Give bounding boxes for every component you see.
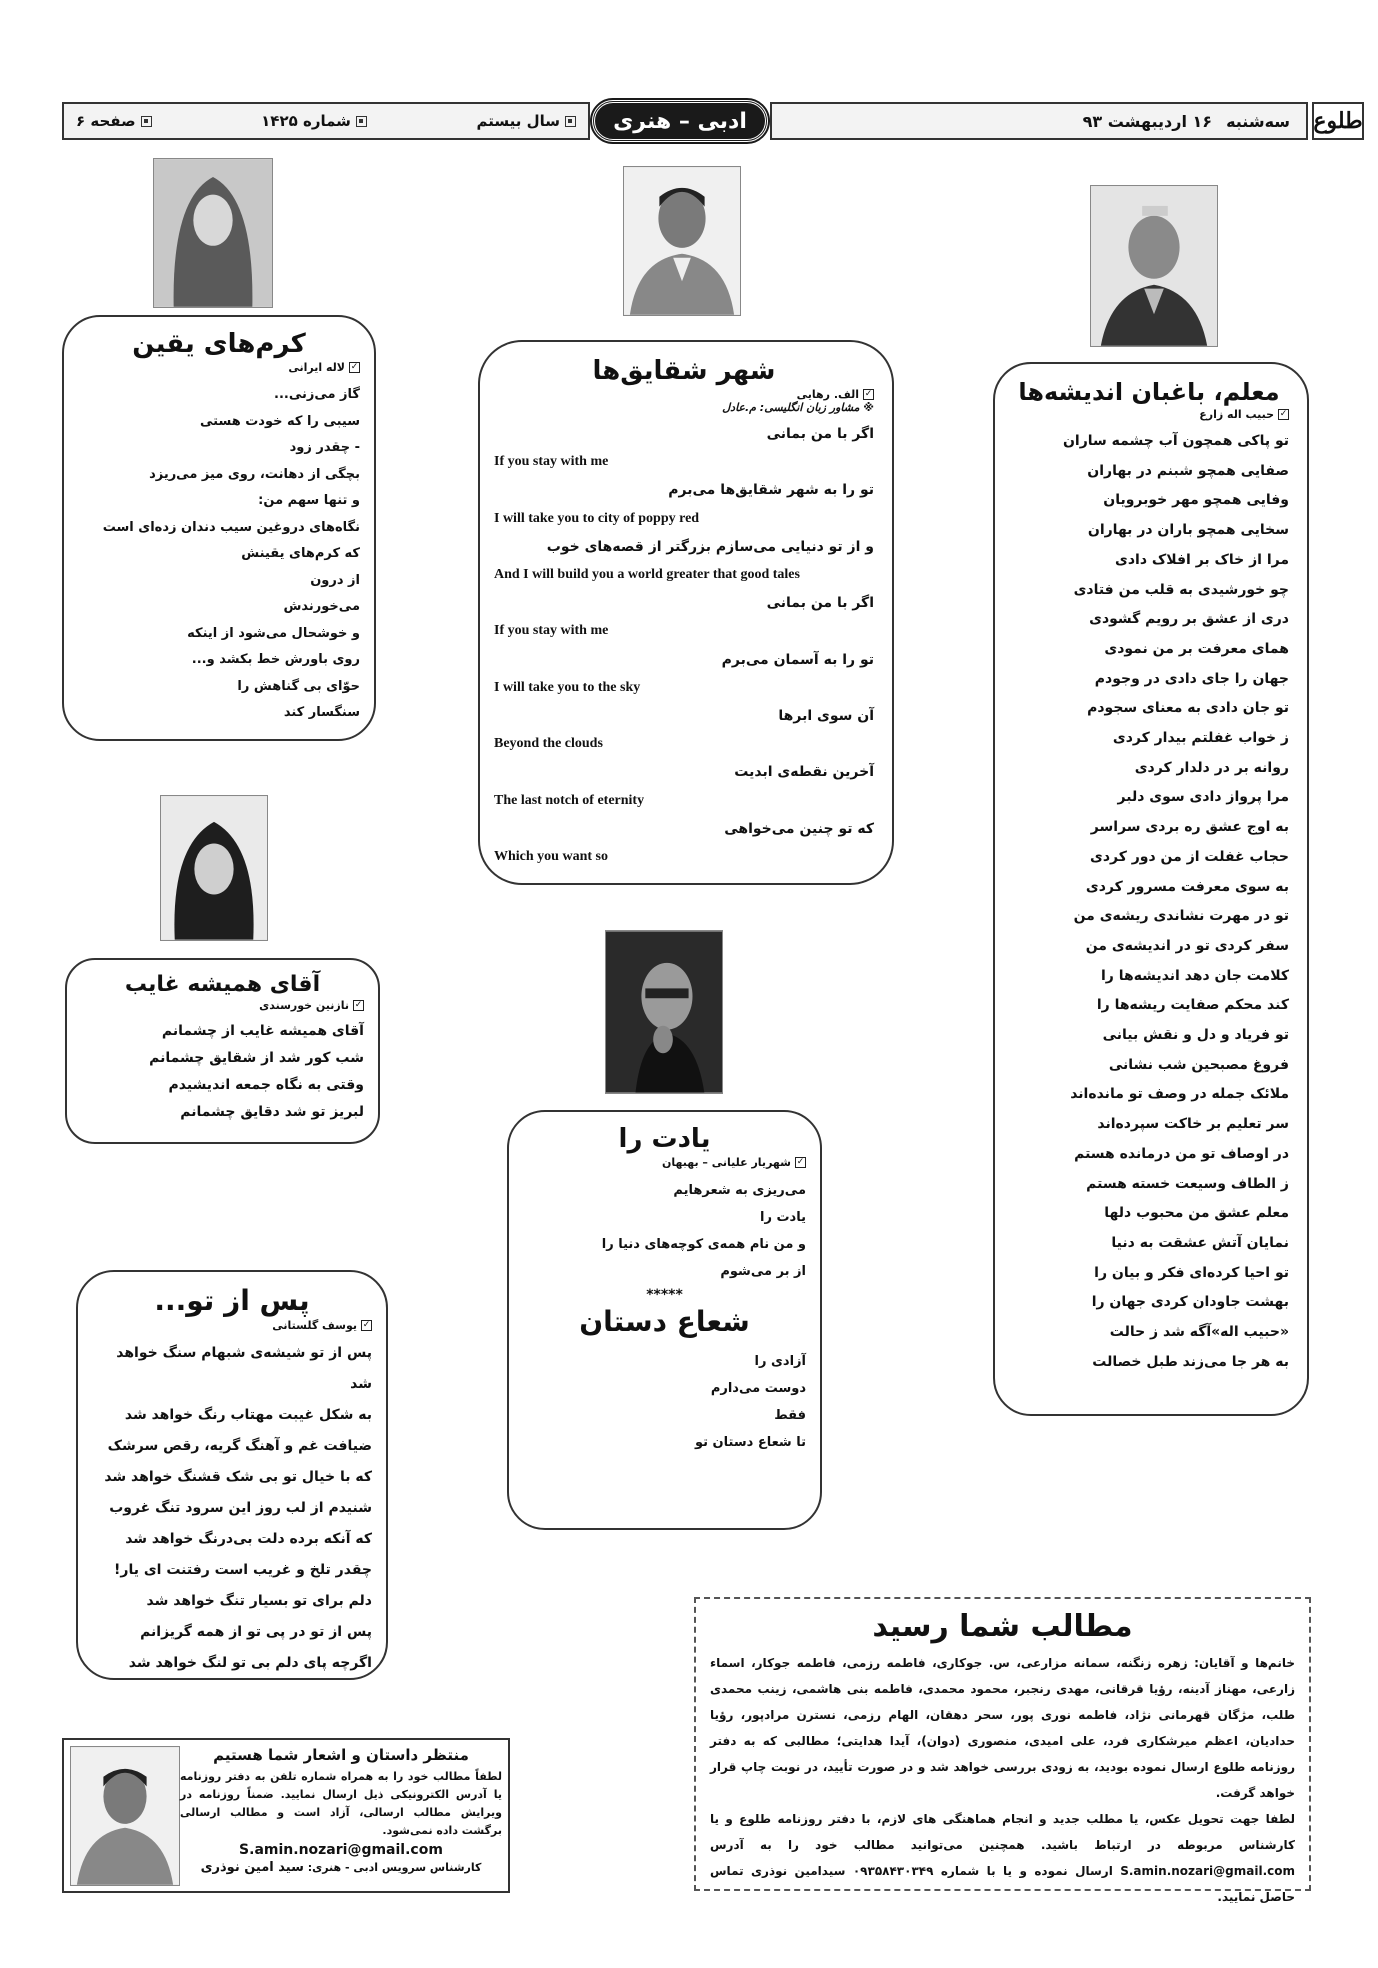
poem-line: Which you want so bbox=[494, 849, 608, 865]
poem-line: حوّای بی گناهش را bbox=[237, 678, 360, 694]
poem-line: چو خورشیدی به قلب من فتادی bbox=[1073, 581, 1289, 598]
poem-lines bbox=[1009, 427, 1289, 1378]
section-tag: ادبی – هنری bbox=[592, 100, 768, 142]
poem-line: I will take you to the sky bbox=[494, 679, 641, 695]
notice-body-2: لطفا جهت تحویل عکس، یا مطلب جدید و انجام هماهنگی های لازم، با دفتر روزنامه طلوع و یا کارشناس مربوطه در ارتباط باشید. همچنین می‌توانید مطالب خود را به آدرس S.amin.nozari@gmail.com ارسال نموده و یا با شماره ۰۹۳۵۸۴۳۰۳۴۹ سیدامین نوذری تماس حاصل نمایید. bbox=[710, 1812, 1295, 1904]
poem-title: آقای همیشه غایب bbox=[124, 972, 321, 997]
poem-lines bbox=[78, 382, 360, 727]
poem-line: پس از تو شیشه‌ی شبهام سنگ خواهد شد bbox=[116, 1345, 372, 1392]
poem-line: پس از تو در پی تو از همه گریزانم bbox=[140, 1624, 372, 1640]
poem-line: که تو چنین می‌خواهی bbox=[724, 820, 874, 837]
poem-line: آقای همیشه غایب از چشمانم bbox=[161, 1023, 364, 1039]
poem-line: به شکل غیبت مهتاب رنگ خواهد شد bbox=[124, 1407, 372, 1423]
notice-box bbox=[694, 1597, 1311, 1904]
poem-line: - چقدر زود bbox=[289, 440, 360, 455]
poem-line: ضیافت غم و آهنگ گریه، رقص سرشک bbox=[107, 1438, 372, 1454]
poem-line: آن سوی ابرها bbox=[778, 708, 874, 725]
editor-box bbox=[62, 1738, 510, 1893]
poem-box-aghaye-hamishe-ghayeb bbox=[65, 958, 380, 1144]
poem-line: دری از عشق بر رویم گشودی bbox=[1089, 611, 1289, 628]
poem-title-2: شعاع دستان bbox=[579, 1305, 750, 1338]
poem-line: دوست می‌دارم bbox=[710, 1381, 806, 1396]
poem-line: سیبی را که خودت هستی bbox=[200, 413, 360, 429]
poem-author: ✓ لاله ایرانی bbox=[288, 361, 359, 374]
poem-line: آخرین نقطه‌ی ابدیت bbox=[734, 764, 874, 781]
poem-line: «حبیب اله»آگه شد ز حالت bbox=[1109, 1324, 1289, 1341]
poem-line: تو احیا کرده‌ای فکر و بیان را bbox=[1094, 1264, 1289, 1281]
square-bullet-icon bbox=[565, 116, 576, 127]
poem-line: می‌ریزی به شعرهایم bbox=[673, 1183, 806, 1198]
poem-translator: ※ مشاور زبان انگلیسی: م.عادل bbox=[722, 401, 874, 414]
poem-line: کلامت جان دهد اندیشه‌ها را bbox=[1101, 967, 1289, 984]
poem-line: جهان را جای دادی در وجودم bbox=[1094, 670, 1289, 687]
year-label: سال بیستم bbox=[476, 112, 560, 130]
checkbox-icon: ✓ bbox=[1279, 409, 1288, 419]
poem-line: سر تعلیم بر خاکت سپرده‌اند bbox=[1097, 1116, 1289, 1133]
poem-box-kermhaye-yaghin bbox=[62, 315, 376, 741]
poem-title: شهر شقایق‌ها bbox=[592, 356, 776, 386]
poem-author: ✓ الف. رهایی bbox=[796, 388, 873, 401]
poem-lines-2 bbox=[523, 1348, 806, 1456]
portrait-man-icon bbox=[1091, 186, 1217, 346]
poem-box-moallem bbox=[993, 362, 1309, 1416]
portrait-man-icon bbox=[71, 1747, 179, 1885]
editor-text bbox=[180, 1746, 502, 1875]
poem-line: تو جان دادی به معنای سجودم bbox=[1087, 700, 1289, 717]
poem-line: اگر با من بمانی bbox=[766, 426, 874, 442]
poem-line: شنیدم از لب روز این سرود تنگ غروب bbox=[109, 1500, 372, 1516]
poem-line: If you stay with me bbox=[494, 623, 609, 639]
author-photo-habibollah bbox=[1090, 185, 1218, 347]
editor-body: لطفاً مطالب خود را به همراه شماره تلفن به دفتر روزنامه یا آدرس الکترونیکی ذیل ارسال نمایید. ضمناً روزنامه در ویرایش مطالب ارسالی، آزاد است و مطالب ارسالی برگشت داده نمی‌شود. bbox=[180, 1770, 502, 1837]
poem-line: چقدر تلخ و غریب است رفتنت ای یار! bbox=[114, 1562, 372, 1578]
poem-line: معلم عشق من محبوب دلها bbox=[1104, 1205, 1289, 1222]
poem-box-pas-az-to bbox=[76, 1270, 388, 1680]
notice-title: مطالب شما رسید bbox=[872, 1609, 1133, 1644]
poem-line: لبریز تو شد دقایق چشمانم bbox=[180, 1104, 364, 1120]
poem-line: تو را به شهر شقایق‌ها می‌برم bbox=[668, 482, 874, 499]
editor-title: منتظر داستان و اشعار شما هستیم bbox=[213, 1746, 469, 1764]
poem-line: به اوج عشق ره بردی سراسر bbox=[1090, 819, 1289, 836]
editor-photo bbox=[70, 1746, 180, 1886]
poem-line: که کرم‌های یقینش bbox=[241, 546, 360, 561]
poem-line: در اوصاف تو من درمانده هستم bbox=[1074, 1145, 1289, 1162]
poem-line: گاز می‌زنی... bbox=[274, 387, 360, 402]
poem-separator: ***** bbox=[646, 1287, 683, 1303]
poem-lines bbox=[92, 1338, 372, 1679]
poem-line: می‌خورندش bbox=[283, 599, 360, 614]
poem-line: نگاه‌های دروغین سیب دندان زده‌ای است bbox=[102, 519, 360, 535]
poem-line: روانه بر در دلدار کردی bbox=[1134, 759, 1289, 776]
poem-line: اگر با من بمانی bbox=[766, 595, 874, 612]
poem-line: ز خواب غفلتم بیدار کردی bbox=[1112, 730, 1289, 747]
poem-line: تو فریاد و دل و نقش بیانی bbox=[1102, 1027, 1289, 1044]
poem-line: آزادی را bbox=[754, 1354, 806, 1369]
poem-box-yadat-ra bbox=[507, 1110, 822, 1530]
header-issue bbox=[261, 112, 367, 130]
poem-box-shahre-shaghayeghha bbox=[478, 340, 894, 885]
poem-line: سنگسار کند bbox=[283, 705, 360, 720]
portrait-woman-icon bbox=[161, 796, 267, 940]
poem-line: روی باورش خط بکشد و... bbox=[191, 652, 360, 667]
author-photo-rahayi bbox=[623, 166, 741, 316]
portrait-man-icon bbox=[624, 167, 740, 315]
square-bullet-icon bbox=[141, 116, 152, 127]
checkbox-icon: ✓ bbox=[354, 1000, 363, 1010]
poem-line: فقط bbox=[774, 1408, 806, 1423]
square-bullet-icon bbox=[356, 116, 367, 127]
checkbox-icon: ✓ bbox=[796, 1157, 805, 1167]
poem-lines bbox=[81, 1018, 364, 1126]
poem-line: صفایی همچو شبنم در بهاران bbox=[1087, 462, 1289, 479]
date-label: ۱۶ اردیبهشت ۹۳ bbox=[1082, 111, 1213, 131]
poem-line: بهشت جاودان کردی جهان را bbox=[1091, 1294, 1289, 1311]
poem-line: کند محکم صفایت ریشه‌ها را bbox=[1096, 997, 1289, 1014]
poem-line: تو در مهرت نشاندی ریشه‌ی من bbox=[1073, 908, 1289, 925]
poem-line: ملائک جمله در وصف تو مانده‌اند bbox=[1070, 1086, 1289, 1103]
poem-line: و تنها سهم من: bbox=[258, 493, 360, 508]
poem-author: ✓ نازنین خورسندی bbox=[259, 999, 363, 1012]
author-photo-nazanin bbox=[160, 795, 268, 941]
poem-lines bbox=[523, 1177, 806, 1285]
poem-line: I will take you to city of poppy red bbox=[494, 510, 700, 526]
newspaper-logo: طلوع bbox=[1312, 102, 1364, 140]
poem-line: اگرچه پای دلم بی تو لنگ خواهد شد bbox=[128, 1655, 372, 1671]
author-photo-laleh bbox=[153, 158, 273, 308]
poem-title: کرم‌های یقین bbox=[132, 329, 306, 359]
poem-line: وقتی به نگاه جمعه اندیشیدم bbox=[168, 1077, 364, 1093]
page-label: صفحه ۶ bbox=[76, 112, 136, 130]
poem-line: If you stay with me bbox=[494, 454, 609, 470]
poem-author: ✓ شهریار علیانی – بهبهان bbox=[661, 1156, 805, 1169]
poem-line: حجاب غفلت از من دور کردی bbox=[1090, 848, 1289, 865]
poem-line: همای معرفت بر من نمودی bbox=[1104, 640, 1289, 657]
poem-line: از بر می‌شوم bbox=[720, 1264, 806, 1279]
issue-label: شماره ۱۴۲۵ bbox=[261, 112, 351, 130]
header-info-bar bbox=[62, 102, 590, 140]
poem-line: فروغ مصبحین شب نشانی bbox=[1108, 1056, 1289, 1073]
poem-author: ✓ حبیب اله زارع bbox=[1199, 408, 1288, 421]
poem-line: به هر جا می‌زند طبل خصالت bbox=[1092, 1353, 1289, 1370]
header-date-bar bbox=[770, 102, 1308, 140]
poem-line: یادت را bbox=[760, 1210, 806, 1225]
header-year bbox=[476, 112, 576, 130]
poem-lines bbox=[494, 420, 874, 871]
poem-line: به سوی معرفت مسرور کردی bbox=[1085, 878, 1289, 895]
poem-line: و خوشحال می‌شود از اینکه bbox=[187, 625, 360, 641]
day-label: سه‌شنبه bbox=[1226, 111, 1290, 131]
poem-line: And I will build you a world greater that good tales bbox=[494, 567, 800, 583]
portrait-man-icon bbox=[606, 931, 722, 1093]
poem-line: تو پاکی همچون آب چشمه ساران bbox=[1062, 433, 1289, 449]
poem-line: شب کور شد از شقایق چشمانم bbox=[149, 1050, 364, 1066]
poem-line: وفایی همچو مهر خوبرویان bbox=[1103, 492, 1289, 509]
poem-line: ز الطاف وسیعت خسته هستم bbox=[1086, 1175, 1289, 1192]
poem-line: و از تو دنیایی می‌سازم بزرگتر از قصه‌های خوب bbox=[546, 538, 874, 555]
poem-line: مرا پرواز دادی سوی دلبر bbox=[1117, 789, 1289, 806]
poem-title: یادت را bbox=[618, 1124, 711, 1154]
poem-title: پس از تو... bbox=[154, 1284, 310, 1317]
checkbox-icon: ✓ bbox=[350, 362, 359, 372]
poem-line: که آنکه برده دلت بی‌درنگ خواهد شد bbox=[125, 1531, 372, 1547]
poem-line: تو را به آسمان می‌برم bbox=[721, 651, 874, 668]
poem-line: The last notch of eternity bbox=[494, 792, 645, 808]
author-photo-shahriar bbox=[605, 930, 723, 1094]
poem-line: که با خیال تو بی شک قشنگ خواهد شد bbox=[104, 1469, 372, 1485]
editor-signature: کارشناس سرویس ادبی - هنری: سید امین نوذری bbox=[200, 1860, 482, 1875]
portrait-woman-icon bbox=[154, 159, 272, 307]
poem-line: از درون bbox=[310, 572, 360, 588]
poem-line: نمایان آتش عشقت به دنیا bbox=[1111, 1234, 1289, 1251]
poem-author: ✓ یوسف گلستانی bbox=[272, 1319, 371, 1332]
poem-line: سخایی همچو باران در بهاران bbox=[1087, 522, 1289, 539]
editor-email[interactable]: S.amin.nozari@gmail.com bbox=[239, 1842, 443, 1858]
poem-line: تا شعاع دستان تو bbox=[695, 1435, 806, 1450]
poem-line: مرا از خاک بر افلاک دادی bbox=[1115, 551, 1289, 568]
poem-line: و من نام همه‌ی کوچه‌های دنیا را bbox=[601, 1237, 806, 1252]
poem-line: بچگی از دهانت، روی میز می‌ریزد bbox=[149, 466, 360, 482]
header-page bbox=[76, 112, 152, 130]
checkbox-icon: ✓ bbox=[864, 389, 873, 399]
poem-title: معلم، باغبان اندیشه‌ها bbox=[1018, 378, 1280, 406]
poem-line: دلم برای تو بسیار تنگ خواهد شد bbox=[146, 1593, 372, 1609]
notice-body: خانم‌ها و آقایان: زهره زنگنه، سمانه مزارعی، س. جوکاری، فاطمه رزمی، فاطمه جوکار، اسماء زارعی، مهناز آدینه، رؤیا قرقانی، مهدی رنجبر، محمود محمدی، فاطمه بنی هاشمی، زینب محمدی طلب، مژگان قهرمانی نژاد، فاطمه نوری پور، سحر دهقان، الهام رزمی، نسترن مرادپور، رؤیا حدادیان، اعظم میرشکاری فرد، علی امیدی، منصوری (دوان)، آیدا هدایتی؛ مطالبی که به دفتر روزنامه طلوع ارسال نموده بودید، به زودی بررسی خواهد شد و در صورت تأیید، در نوبت چاپ قرار خواهد گرفت. bbox=[710, 1656, 1295, 1800]
checkbox-icon: ✓ bbox=[362, 1320, 371, 1330]
poem-line: سفر کردی تو در اندیشه‌ی من bbox=[1085, 937, 1289, 954]
poem-line: Beyond the clouds bbox=[494, 736, 603, 752]
